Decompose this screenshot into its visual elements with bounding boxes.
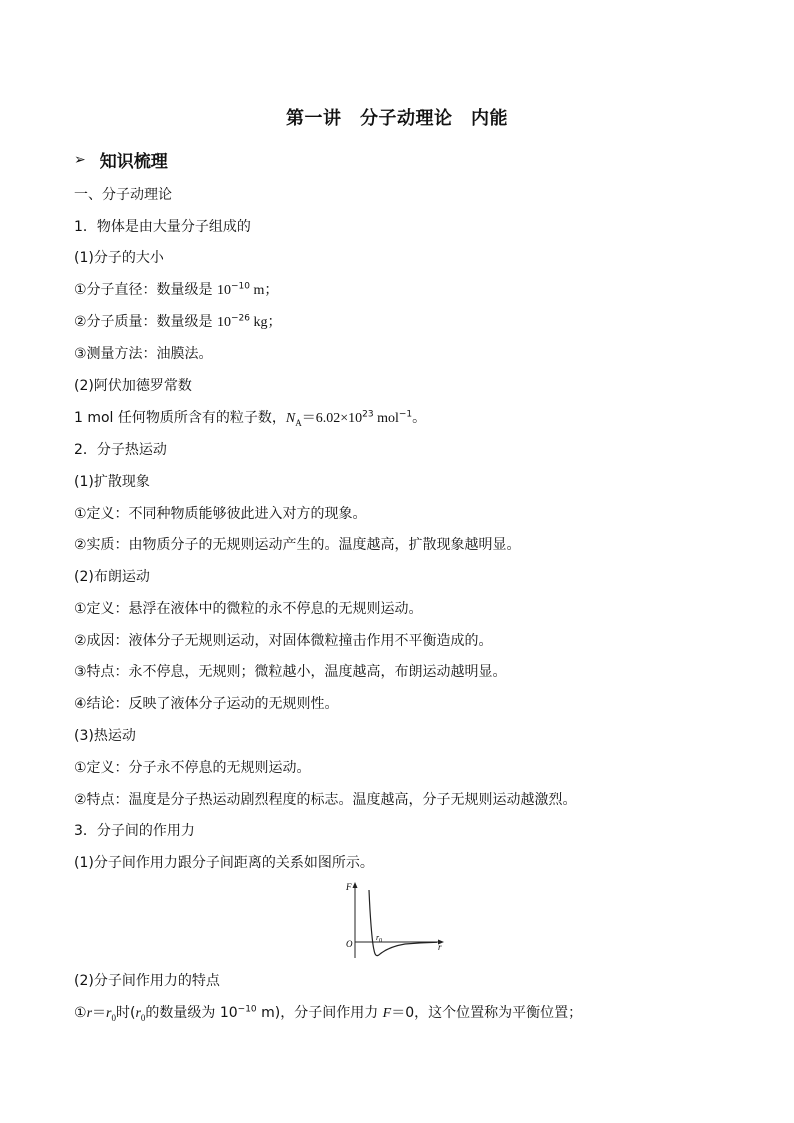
paragraph-method: ③测量方法：油膜法。 [74, 346, 213, 362]
paragraph-avogadro [74, 408, 426, 429]
axis-label-r: r [438, 942, 442, 952]
section-heading [74, 147, 168, 172]
text: ① [74, 1005, 87, 1021]
vertical-axis-arrow-icon [353, 882, 358, 888]
text: kg； [250, 315, 282, 330]
axis-label-F: F [346, 882, 352, 892]
sub-heat-motion: (3)热运动 [74, 728, 136, 744]
exponent: −1 [398, 409, 413, 420]
text: ②分子质量：数量级是 [74, 314, 218, 330]
text: 。 [412, 410, 427, 426]
text: m； [250, 283, 279, 298]
text: ①分子直径：数量级是 [74, 282, 218, 298]
paragraph-diffusion-essence: ②实质：由物质分子的无规则运动产生的。温度越高，扩散现象越明显。 [74, 537, 521, 553]
section-title: 知识梳理 [99, 152, 168, 172]
symbol: r [106, 1006, 112, 1021]
item-molecules-composition: 1．物体是由大量分子组成的 [74, 219, 251, 235]
text: 1 mol 任何物质所含有的粒子数， [74, 410, 286, 426]
symbol: r [135, 1006, 141, 1021]
paragraph-brownian-def: ①定义：悬浮在液体中的微粒的永不停息的无规则运动。 [74, 601, 423, 617]
text: 10 [217, 315, 232, 330]
paragraph-diffusion-def: ①定义：不同种物质能够彼此进入对方的现象。 [74, 506, 367, 522]
paragraph-brownian-conclusion: ④结论：反映了液体分子运动的无规则性。 [74, 696, 339, 712]
sub-force-features: (2)分子间作用力的特点 [74, 973, 220, 989]
arrow-bullet-icon: ➢ [74, 151, 86, 168]
subscript: 0 [140, 1012, 146, 1023]
paragraph-mass [74, 312, 282, 333]
sub-avogadro: (2)阿伏加德罗常数 [74, 378, 192, 394]
text: 10 [217, 283, 232, 298]
text: 的数量级为 10 [145, 1005, 238, 1021]
sub-brownian: (2)布朗运动 [74, 569, 150, 585]
force-curve [369, 890, 437, 956]
paragraph-diameter [74, 280, 278, 301]
paragraph-heat-def: ①定义：分子永不停息的无规则运动。 [74, 760, 311, 776]
origin-label: O [346, 939, 353, 949]
paragraph-heat-feature: ②特点：温度是分子热运动剧烈程度的标志。温度越高，分子无规则运动越激烈。 [74, 792, 577, 808]
r0-symbol: r [376, 933, 380, 942]
sub-diffusion: (1)扩散现象 [74, 474, 150, 490]
r0-subscript: 0 [379, 938, 383, 944]
paragraph-equilibrium [74, 1003, 582, 1024]
text: 时( [115, 1005, 136, 1021]
exponent: 23 [362, 409, 374, 420]
subscript: A [295, 417, 302, 428]
text: mol [373, 411, 399, 426]
paragraph-brownian-cause: ②成因：液体分子无规则运动，对固体微粒撞击作用不平衡造成的。 [74, 633, 493, 649]
symbol: N [285, 411, 296, 426]
item-intermolecular-force: 3．分子间的作用力 [74, 823, 195, 839]
exponent: −10 [231, 281, 251, 292]
page-title: 第一讲 分子动理论 内能 [286, 108, 508, 129]
text: ＝0，这个位置称为平衡位置； [391, 1005, 583, 1021]
exponent: −26 [231, 313, 251, 324]
force-distance-figure [345, 880, 445, 960]
subscript: 0 [111, 1012, 116, 1023]
exponent: −10 [237, 1004, 257, 1015]
text: ＝ [92, 1005, 107, 1021]
sub-force-distance: (1)分子间作用力跟分子间距离的关系如图所示。 [74, 855, 374, 871]
symbol: F [382, 1006, 392, 1021]
item-thermal-motion: 2．分子热运动 [74, 442, 167, 458]
text: ＝6.02×10 [301, 411, 363, 426]
symbol: r [86, 1006, 93, 1021]
text: m)，分子间作用力 [256, 1005, 383, 1021]
sub-molecule-size: (1)分子的大小 [74, 250, 164, 266]
heading-molecular-theory: 一、分子动理论 [74, 187, 172, 203]
paragraph-brownian-feature: ③特点：永不停息，无规则；微粒越小，温度越高，布朗运动越明显。 [74, 664, 507, 680]
